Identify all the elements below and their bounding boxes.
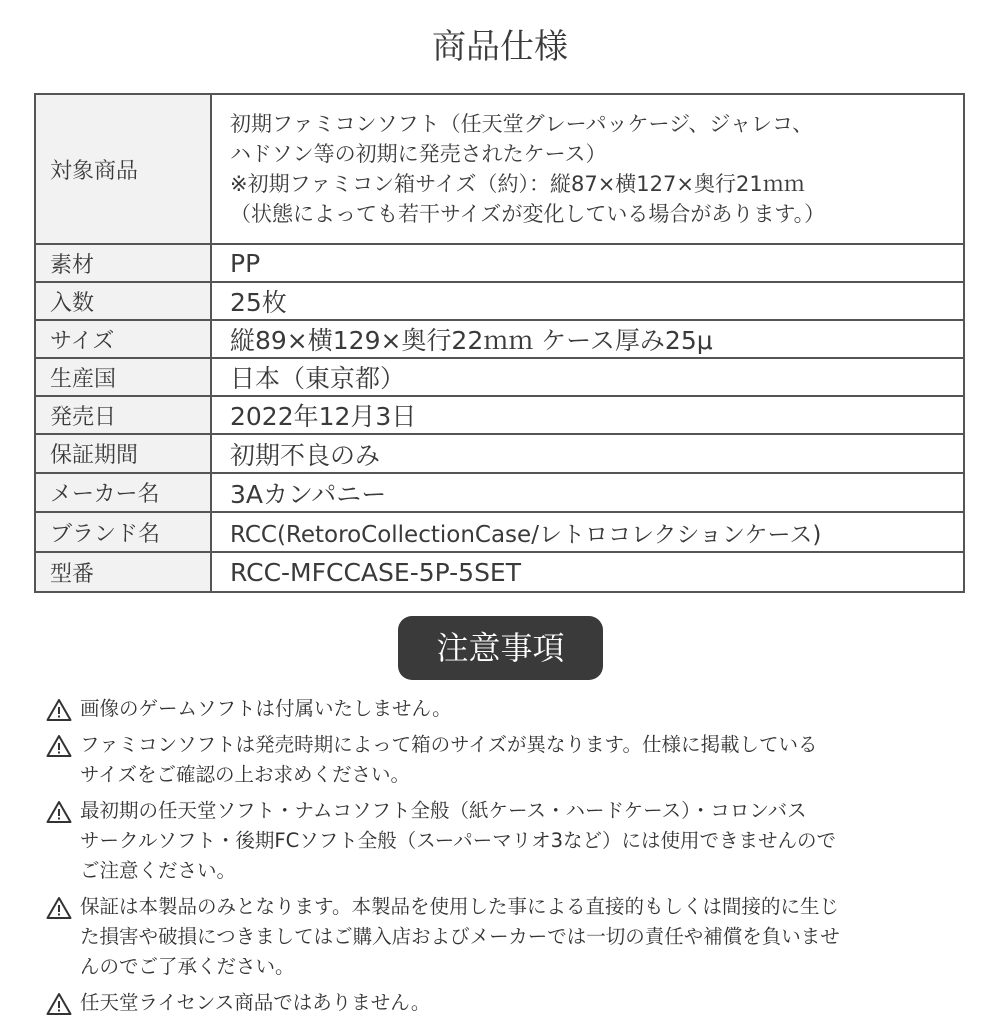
spec-row-size [35, 320, 964, 358]
spec-label: 保証期間 [35, 434, 211, 473]
spec-value-line: 初期ファミコンソフト（任天堂グレーパッケージ、ジャレコ、 [230, 112, 814, 136]
spec-label: 素材 [35, 244, 211, 282]
notice-item [46, 694, 956, 724]
spec-label: 生産国 [35, 358, 211, 396]
notice-text: ご注意ください。 [80, 859, 237, 882]
warning-icon [46, 800, 72, 824]
spec-table [34, 93, 965, 593]
spec-value-line: ハドソン等の初期に発売されたケース） [230, 142, 607, 166]
notice-text: ファミコンソフトは発売時期によって箱のサイズが異なります。仕様に掲載している [80, 733, 818, 756]
spec-value: 2022年12月3日 [211, 396, 964, 434]
spec-row-quantity [35, 282, 964, 320]
spec-row-material [35, 244, 964, 282]
notice-item [46, 988, 956, 1018]
warning-icon [46, 992, 72, 1016]
spec-value: RCC-MFCCASE-5P-5SET [211, 552, 964, 592]
spec-value-line: （状態によっても若干サイズが変化している場合があります。） [230, 202, 826, 226]
spec-row-release-date [35, 396, 964, 434]
notice-text: 任天堂ライセンス商品ではありません。 [80, 991, 431, 1014]
spec-row-target-product [35, 94, 964, 244]
spec-label: メーカー名 [35, 473, 211, 512]
spec-label: 発売日 [35, 396, 211, 434]
spec-label: ブランド名 [35, 512, 211, 552]
spec-row-maker [35, 473, 964, 512]
notice-heading: 注意事項 [398, 616, 603, 680]
notice-text: 最初期の任天堂ソフト・ナムコソフト全般（紙ケース・ハードケース）・コロンバス [80, 799, 807, 822]
spec-value-line: ※初期ファミコン箱サイズ（約）：縦87×横127×奥行21ｍｍ [230, 172, 805, 196]
notice-item [46, 892, 956, 982]
spec-value [211, 94, 964, 244]
page-title: 商品仕様 [432, 27, 568, 67]
warning-icon [46, 734, 72, 758]
spec-row-country [35, 358, 964, 396]
notice-text: 画像のゲームソフトは付属いたしません。 [80, 697, 452, 720]
notice-list [46, 694, 956, 1024]
notice-text: た損害や破損につきましてはご購入店およびメーカーでは一切の責任や補償を負いませ [80, 925, 840, 948]
spec-row-brand [35, 512, 964, 552]
notice-text: んのでご了承ください。 [80, 955, 295, 978]
notice-item [46, 796, 956, 886]
spec-label: 対象商品 [35, 94, 211, 244]
notice-text: サイズをご確認の上お求めください。 [80, 763, 410, 786]
notice-text: サークルソフト・後期FCソフト全般（スーパーマリオ3など）には使用できませんので [80, 829, 837, 852]
notice-text: 保証は本製品のみとなります。本製品を使用した事による直接的もしくは間接的に生じ [80, 895, 839, 918]
spec-value: 初期不良のみ [211, 434, 964, 473]
spec-value: 3Aカンパニー [211, 473, 964, 512]
spec-label: 型番 [35, 552, 211, 592]
spec-label: サイズ [35, 320, 211, 358]
spec-label: 入数 [35, 282, 211, 320]
warning-icon [46, 698, 72, 722]
warning-icon [46, 896, 72, 920]
spec-value: 25枚 [211, 282, 964, 320]
spec-row-warranty [35, 434, 964, 473]
spec-row-model-number [35, 552, 964, 592]
spec-value: RCC(RetoroCollectionCase/レトロコレクションケース) [211, 512, 964, 552]
spec-value: 縦89×横129×奥行22ｍｍ ケース厚み25μ [211, 320, 964, 358]
spec-value: PP [211, 244, 964, 282]
spec-value: 日本（東京都） [211, 358, 964, 396]
notice-item [46, 730, 956, 790]
